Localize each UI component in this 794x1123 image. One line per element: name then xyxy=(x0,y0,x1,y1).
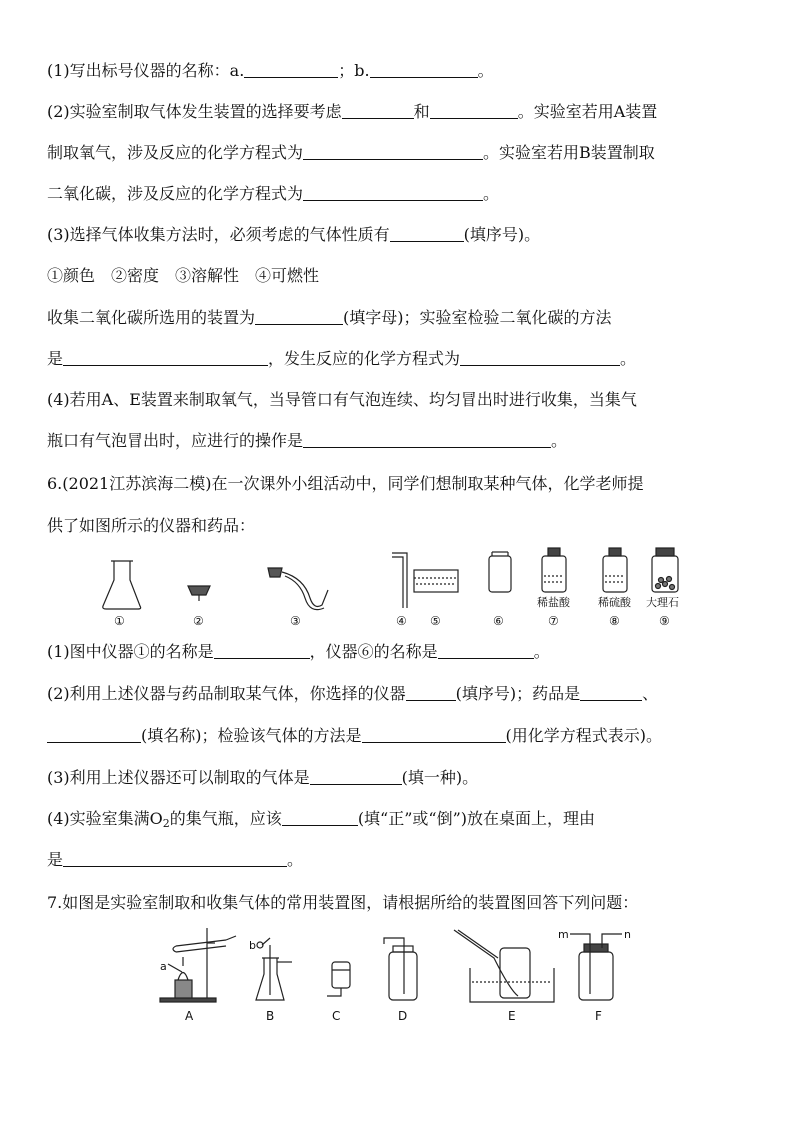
q6-part2-text: (2)利用上述仪器与药品制取某气体，你选择的仪器 xyxy=(47,684,406,703)
q5-part2-text: 。实验室若用A装置 xyxy=(517,102,658,121)
q5-part3-text: (填字母)；实验室检验二氧化碳的方法 xyxy=(343,308,612,327)
apparatus-label: E xyxy=(508,1009,516,1023)
q5-part2-text: 和 xyxy=(413,102,430,121)
q5-part4-text: 瓶口有气泡冒出时，应进行的操作是 xyxy=(47,431,304,450)
q6-stem-text: 6.(2021江苏滨海二模)在一次课外小组活动中，同学们想制取某种气体，化学老师提 xyxy=(47,474,644,493)
q6-part3-text: (填一种)。 xyxy=(401,768,479,787)
instrument-number: ⑥ xyxy=(493,614,504,628)
q7-stem-text: 7.如图是实验室制取和收集气体的常用装置图，请根据所给的装置图回答下列问题： xyxy=(47,893,639,912)
reagent-label: 大理石 xyxy=(646,596,679,609)
q5-part3-text: 收集二氧化碳所选用的装置为 xyxy=(47,308,256,327)
q6-part2-text: 、 xyxy=(642,684,659,703)
q5-part3-text: ，发生反应的化学方程式为 xyxy=(268,349,461,368)
q5-part4-text: 。 xyxy=(551,431,568,450)
q6-part3-text: (3)利用上述仪器还可以制取的气体是 xyxy=(47,768,310,787)
q5-part2-text: 。实验室若用B装置制取 xyxy=(483,143,655,162)
instrument-number: ⑦ xyxy=(548,614,559,628)
q6-part2-text: (用化学方程式表示)。 xyxy=(505,726,662,745)
apparatus-a xyxy=(160,928,236,1002)
q5-part1-text-a: (1)写出标号仪器的名称：a. xyxy=(47,61,245,80)
apparatus-c xyxy=(327,962,350,996)
reagent-label: 稀盐酸 xyxy=(537,596,570,609)
q5-part3-text: (填序号)。 xyxy=(463,225,541,244)
instrument-number: ④ xyxy=(396,614,407,628)
apparatus-f xyxy=(570,934,622,1000)
apparatus-label: A xyxy=(185,1009,194,1023)
q6-part2-text: (填序号)；药品是 xyxy=(455,684,581,703)
apparatus-b xyxy=(256,938,292,1000)
instrument-number: ① xyxy=(114,614,125,628)
apparatus-label: D xyxy=(398,1009,408,1023)
q5-part2-text: 制取氧气，涉及反应的化学方程式为 xyxy=(47,143,304,162)
q5-part1-end: 。 xyxy=(477,61,494,80)
instrument-number: ③ xyxy=(290,614,301,628)
instrument-number: ⑧ xyxy=(609,614,620,628)
apparatus-e xyxy=(454,930,554,1002)
q5-property-options: ①颜色 ②密度 ③溶解性 ④可燃性 xyxy=(47,266,320,285)
q5-part3-text: 是 xyxy=(47,349,64,368)
apparatus-label: B xyxy=(266,1009,275,1023)
instrument-number: ⑤ xyxy=(430,614,441,628)
apparatus-label: C xyxy=(332,1009,341,1023)
q5-part2-text: 。 xyxy=(483,184,500,203)
subscript: 2 xyxy=(162,817,170,830)
q5-part4-text: (4)若用A、E装置来制取氧气，当导管口有气泡连续、均匀冒出时进行收集，当集气 xyxy=(47,390,637,409)
q6-part4-text: 是 xyxy=(47,850,64,869)
apparatus-inline-label: b xyxy=(249,939,256,952)
instrument-number: ② xyxy=(193,614,204,628)
q6-part4-text: (4)实验室集满O xyxy=(47,809,163,828)
apparatus-inline-label: a xyxy=(160,960,167,973)
q6-part1-text: (1)图中仪器①的名称是 xyxy=(47,642,214,661)
q6-part4-text: (填“正”或“倒”)放在桌面上，理由 xyxy=(357,809,596,828)
q5-part3-text: (3)选择气体收集方法时，必须考虑的气体性质有 xyxy=(47,225,390,244)
reagent-label: 稀硫酸 xyxy=(598,596,631,609)
apparatus-inline-label: n xyxy=(624,928,631,941)
instrument-number: ⑨ xyxy=(659,614,670,628)
q6-part1-text: 。 xyxy=(533,642,550,661)
q5-part2-text: 二氧化碳，涉及反应的化学方程式为 xyxy=(47,184,304,203)
q6-part1-text: ，仪器⑥的名称是 xyxy=(309,642,438,661)
q5-part2-text: (2)实验室制取气体发生装置的选择要考虑 xyxy=(47,102,342,121)
apparatus-d xyxy=(384,938,417,1000)
q6-part2-text: (填名称)；检验该气体的方法是 xyxy=(141,726,362,745)
q5-part3-text: 。 xyxy=(620,349,637,368)
apparatus-inline-label: m xyxy=(558,928,569,941)
apparatus-label: F xyxy=(595,1009,602,1023)
q6-part4-text: 的集气瓶，应该 xyxy=(169,809,282,828)
q6-stem-text: 供了如图所示的仪器和药品： xyxy=(47,516,256,535)
q6-part4-text: 。 xyxy=(287,850,304,869)
q5-part1-text-b: ；b. xyxy=(338,61,370,80)
